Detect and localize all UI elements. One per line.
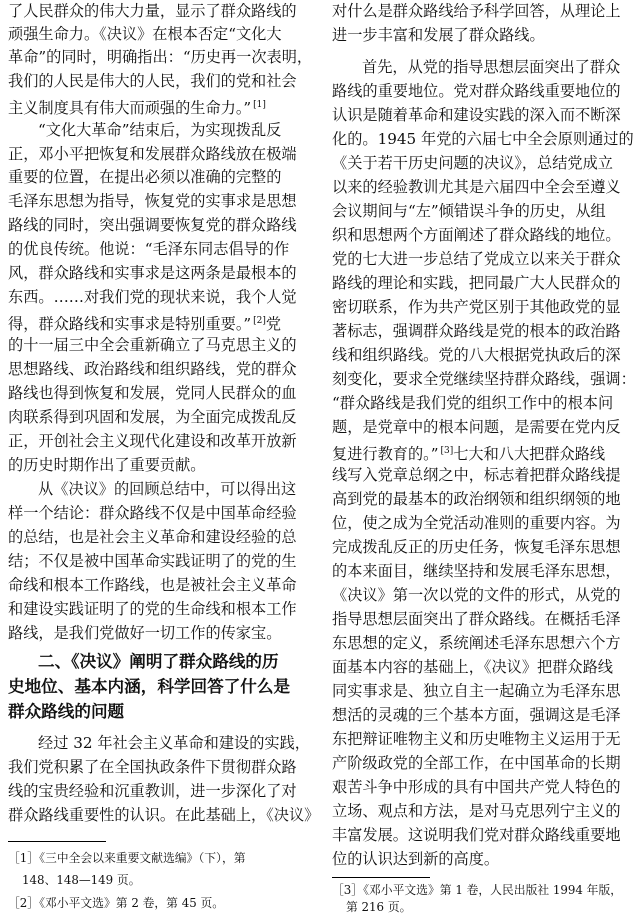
text-line: 进一步丰富和发展了群众路线。 [332,26,545,44]
text-line: 会议期间与“左”倾错误斗争的历史，从组 [332,202,606,220]
text-line: 产阶级政党的全部工作，在中国革命的长期 [332,754,621,772]
text-line: 正，邓小平把恢复和发展群众路线放在极端 [8,145,297,163]
text-line: 以来的经验教训尤其是六届四中全会至遵义 [332,178,621,196]
text-line: 密切联系，作为共产党区别于其他政党的显 [332,298,621,316]
footnote-ref[interactable]: [2] [253,316,266,326]
text-line: 指导思想层面突出了群众路线。在概括毛泽 [332,610,621,628]
text-line: 的十一届三中全会重新确立了马克思主义的 [8,336,297,354]
text-line: 了人民群众的伟大力量，显示了群众路线的 [8,2,297,20]
section-heading: 群众路线的问题 [8,702,125,721]
text-line: 刻变化，要求全党继续坚持群众路线，强调： [332,370,636,388]
text-line: “群众路线是我们党的组织工作中的根本问 [332,394,614,412]
text-span: 得，群众路线和实事求是特别重要。” [8,315,252,333]
text-span: 主义制度具有伟大而顽强的生命力。” [8,99,252,117]
text-line: 著标志，强调群众路线是党的根本的政治路 [332,322,621,340]
text-line: 正，开创社会主义现代化建设和改革开放新 [8,432,297,450]
section-heading: 二、《决议》阐明了群众路线的历 [38,652,279,671]
text-line: 艰苦斗争中形成的具有中国共产党人特色的 [332,778,621,796]
text-line: 题，是党章中的根本问题，是需要在党内反 [332,418,621,436]
text-line: 顽强生命力。《决议》在根本否定“文化大 [8,25,282,43]
text-line: 重要的位置，在提出必须以准确的完整的 [8,168,282,186]
text-line: 党的七大进一步总结了党成立以来关于群众 [332,250,621,268]
text-line: 路线的理论和实践，把同最广大人民群众的 [332,274,621,292]
text-line: 我们的人民是伟大的人民，我们的党和社会 [8,72,297,90]
text-line: 位的认识达到新的高度。 [332,850,500,868]
text-line: 路线的重要地位。党对群众路线重要地位的 [332,82,621,100]
text-line: 东思想的定义，系统阐述毛泽东思想六个方 [332,634,621,652]
text-line: “文化大革命”结束后，为实现拨乱反 [38,121,282,139]
text-span: 复进行教育的。” [332,445,439,463]
text-line: 面基本内容的基础上，《决议》把群众路线 [332,658,613,676]
text-line: 认识是随着革命和建设实践的深入而不断深 [332,106,621,124]
text-line: 的历史时期作出了重要贡献。 [8,456,206,474]
text-line: 《关于若干历史问题的决议》，总结党成立 [332,154,613,172]
text-line: 革命”的同时，明确指出：“历史再一次表明， [8,48,313,66]
text-line: 思想路线、政治路线和组织路线，党的群众 [8,360,297,378]
text-line: 毛泽东思想为指导，恢复党的实事求是思想 [8,192,297,210]
text-line-with-ref [8,312,281,331]
text-line: 织和思想两个方面阐述了群众路线的地位。 [332,226,621,244]
text-line: 的优良传统。他说：“毛泽东同志倡导的作 [8,240,290,258]
text-line: 东西。……对我们党的现状来说，我个人觉 [8,288,297,306]
text-line: 《决议》第一次以党的文件的形式，从党的 [332,586,621,604]
text-line: 化的。1945 年党的六届七中全会原则通过的 [332,130,634,148]
text-line: 位，使之成为全党活动准则的重要内容。为 [332,514,621,532]
text-line: 样一个结论：群众路线不仅是中国革命经验 [8,504,297,522]
text-span: 七大和八大把群众路线 [453,445,606,463]
text-line: 命线和根本工作路线，也是被社会主义革命 [8,576,297,594]
footnote: ［1］《三中全会以来重要文献选编》（下），第 [8,851,246,865]
text-line: 的总结，也是社会主义革命和建设经验的总 [8,528,297,546]
text-line: 同实事求是、独立自主一起确立为毛泽东思 [332,682,621,700]
text-line: 结；不仅是被中国革命实践证明了的党的生 [8,552,297,570]
text-line: 线和组织路线。党的八大根据党执政后的深 [332,346,621,364]
text-line: 线写入党章总纲之中，标志着把群众路线提 [332,466,621,484]
text-line: 高到党的最基本的政治纲领和组织纲领的地 [332,490,621,508]
text-line: 对什么是群众路线给予科学回答，从理论上 [332,2,621,20]
text-line: 路线，是我们党做好一切工作的传家宝。 [8,624,282,642]
text-line: 风，群众路线和实事求是这两条是最根本的 [8,264,297,282]
text-line: 经过 32 年社会主义革命和建设的实践， [38,734,310,752]
text-span: 党 [265,315,282,333]
text-line: 东把辩证唯物主义和历史唯物主义运用于无 [332,730,621,748]
text-line: 首先，从党的指导思想层面突出了群众 [362,58,621,76]
text-line: 想活的灵魂的三个基本方面，强调这是毛泽 [332,706,621,724]
text-line: 肉联系得到巩固和发展，为全面完成拨乱反 [8,408,297,426]
footnote: 第 216 页。 [346,900,412,914]
text-line: 从《决议》的回顾总结中，可以得出这 [38,480,297,498]
footnote: 148、148—149 页。 [22,873,141,887]
footnote-rule [332,877,430,878]
text-line: 线的宝贵经验和沉重教训，进一步深化了对 [8,782,297,800]
footnote-ref[interactable]: [1] [253,100,266,110]
text-line: 路线的同时，突出强调要恢复党的群众路线 [8,216,297,234]
text-line: 立场、观点和方法，是对马克思列宁主义的 [332,802,621,820]
text-line-with-ref [332,442,605,461]
footnote-rule [8,841,106,842]
text-line: 路线也得到恢复和发展，党同人民群众的血 [8,384,297,402]
text-line: 完成拨乱反正的历史任务，恢复毛泽东思想 [332,538,621,556]
footnote-ref[interactable]: [3] [440,446,454,456]
text-line-with-ref [8,96,266,115]
section-heading: 史地位、基本内涵，科学回答了什么是 [8,677,291,696]
text-line: 丰富发展。这说明我们党对群众路线重要地 [332,826,621,844]
text-line: 我们党积累了在全国执政条件下贯彻群众路 [8,758,297,776]
footnote: ［3］《邓小平文选》第 1 卷，人民出版社 1994 年版， [332,883,623,897]
footnote: ［2］《邓小平文选》第 2 卷，第 45 页。 [8,896,225,910]
text-line: 群众路线重要性的认识。在此基础上，《决议》 [8,806,320,824]
text-line: 的本来面目，继续坚持和发展毛泽东思想， [332,562,621,580]
text-line: 和建设实践证明了的党的生命线和根本工作 [8,600,297,618]
